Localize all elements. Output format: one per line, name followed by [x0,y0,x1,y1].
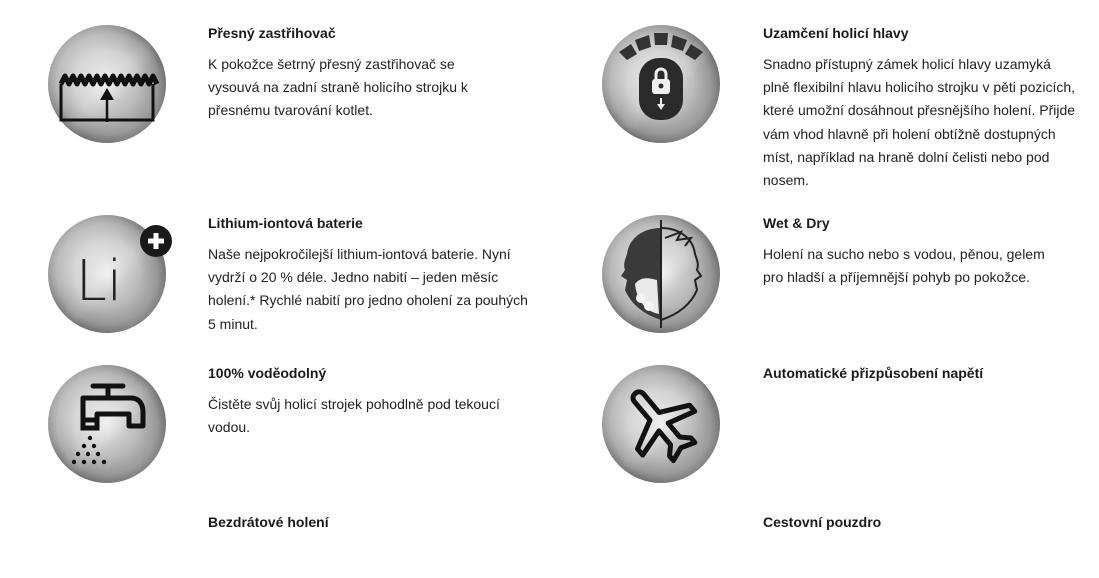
trimmer-icon [47,24,167,144]
airplane-icon [601,364,721,484]
feature-description: Čistěte svůj holicí strojek pohodlně pod tekoucí vodou. [208,396,500,436]
plus-badge-icon [139,224,173,258]
feature-title: 100% voděodolný [208,365,327,381]
feature-title: Bezdrátové holení [208,514,329,530]
feature-description: Snadno přístupný zámek holicí hlavy uzamyká plně flexibilní hlavu holicího strojku v pěti pozicích, které umožní dosáhnout přesnějšího holení. Přijde vám vhod hlavně při holení obtížně dostupných míst, například na hraně dolní čelisti nebo pod nosem. [763,56,1076,189]
head-lock-icon [601,24,721,144]
feature-title: Uzamčení holicí hlavy [763,25,909,41]
feature-description: Holení na sucho nebo s vodou, pěnou, gelem pro hladší a příjemnější pohyb po pokožce. [763,246,1045,286]
faucet-icon [47,364,167,484]
feature-title: Lithium-iontová baterie [208,215,363,231]
feature-title: Cestovní pouzdro [763,514,882,530]
feature-title: Přesný zastřihovač [208,25,336,41]
feature-description: Naše nejpokročilejší lithium-iontová baterie. Nyní vydrží o 20 % déle. Jedno nabití – jeden měsíc holení.* Rychlé nabití pro jedno oholení za pouhých 5 minut. [208,246,528,332]
wet-dry-face-icon [601,214,721,334]
feature-description: K pokožce šetrný přesný zastřihovač se vysouvá na zadní straně holicího strojku k přesnému tvarování kotlet. [208,56,468,119]
feature-title: Wet & Dry [763,215,830,231]
battery-symbol-text: Li [75,249,123,314]
feature-title: Automatické přizpůsobení napětí [763,365,984,381]
